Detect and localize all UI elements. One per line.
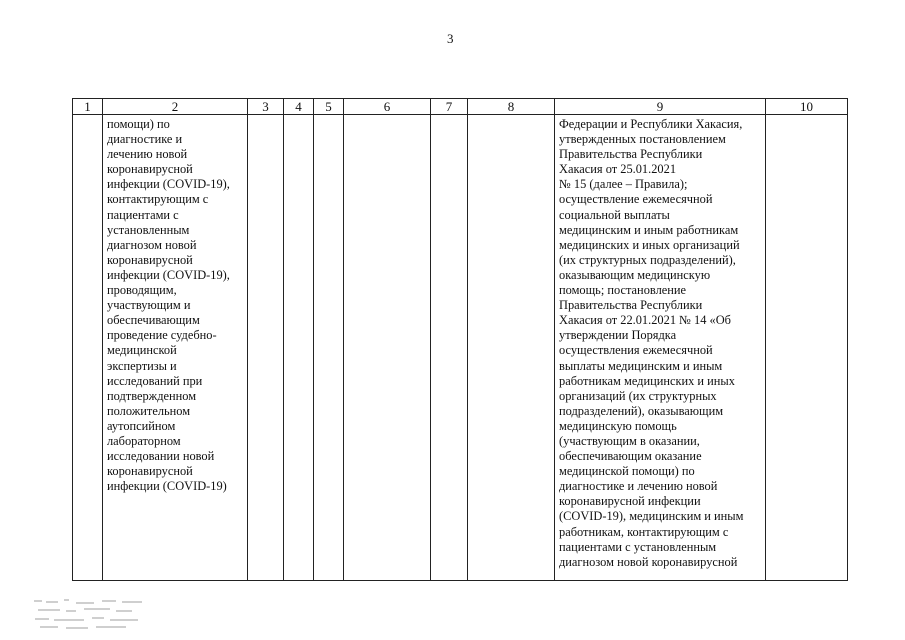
column-header-8: 8 bbox=[468, 99, 555, 115]
legal-basis-text: Федерации и Республики Хакасия, утвержденных постановлением Правительства Республики Хакасия от 25.01.2021 № 15 (далее – Правила); осуществление ежемесячной социальной выплаты медицинским и иным работникам медицинских и иных организаций (их структурных подразделений), оказывающим медицинскую помощь; постановление Правительства Республики Хакасия от 22.01.2021 № 14 «Об утверждении Порядка осуществления ежемесячной выплаты медицинским и иным работникам медицинских и иных организаций (их структурных подразделений), оказывающим медицинскую помощь (участвующим в оказании, обеспечивающим оказание медицинской помощи) по диагностике и лечению новой коронавирусной инфекции (COVID-19), медицинским и иным работникам, контактирующим с пациентами с установленным диагнозом новой коронавирусной bbox=[559, 117, 744, 569]
cell-col-2 bbox=[103, 115, 248, 581]
cell-col-5 bbox=[314, 115, 344, 581]
column-header-4: 4 bbox=[284, 99, 314, 115]
cell-col-9 bbox=[555, 115, 766, 581]
column-header-1: 1 bbox=[73, 99, 103, 115]
cell-col-7 bbox=[431, 115, 468, 581]
cell-col-8 bbox=[468, 115, 555, 581]
cell-col-3 bbox=[248, 115, 284, 581]
column-header-5: 5 bbox=[314, 99, 344, 115]
column-header-3: 3 bbox=[248, 99, 284, 115]
cell-col-6 bbox=[344, 115, 431, 581]
faint-stamp-mark bbox=[32, 598, 147, 632]
column-header-2: 2 bbox=[103, 99, 248, 115]
header-row bbox=[73, 99, 848, 115]
column-header-7: 7 bbox=[431, 99, 468, 115]
document-table bbox=[72, 98, 848, 581]
cell-col-4 bbox=[284, 115, 314, 581]
page-number: 3 bbox=[447, 31, 454, 46]
cell-col-1 bbox=[73, 115, 103, 581]
table-row bbox=[73, 115, 848, 581]
column-header-9: 9 bbox=[555, 99, 766, 115]
column-header-6: 6 bbox=[344, 99, 431, 115]
recipient-description-text: помощи) по диагностике и лечению новой коронавирусной инфекции (COVID-19), контактирующим с пациентами с установленным диагнозом новой коронавирусной инфекции (COVID-19), проводящим, участвующим и обеспечивающим проведение судебно- медицинской экспертизы и исследований при подтвержденном положительном аутопсийном лабораторном исследовании новой коронавирусной инфекции (COVID-19) bbox=[107, 117, 230, 494]
cell-col-10 bbox=[766, 115, 848, 581]
column-header-10: 10 bbox=[766, 99, 848, 115]
